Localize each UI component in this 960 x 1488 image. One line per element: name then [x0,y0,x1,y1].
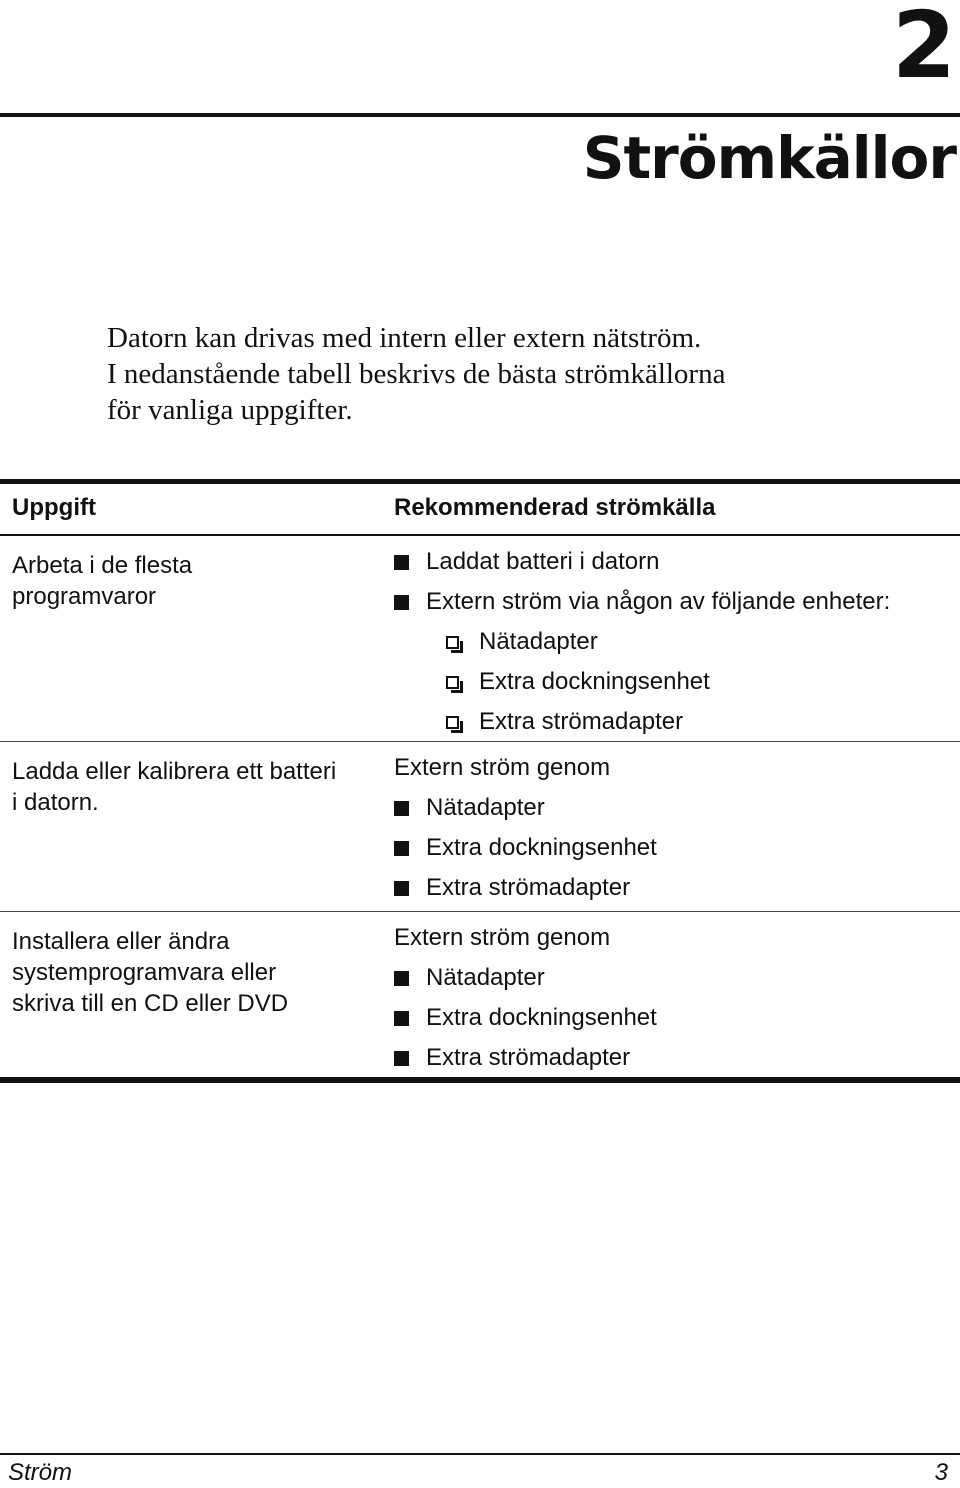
hollow-square-bullet-icon [446,676,459,689]
table-header-row [0,484,960,534]
task-cell [0,912,382,1077]
intro-paragraph [107,320,927,428]
square-bullet-icon [394,1051,409,1066]
source-cell [382,912,960,1077]
square-bullet-icon [394,971,409,986]
task-cell [0,536,382,741]
table-row [0,534,960,741]
list-item-label: Extern ström via någon av följande enheter: [426,588,891,615]
list-item [394,1038,960,1078]
square-bullet-icon [394,555,409,570]
list-item-label: Extra strömadapter [479,708,684,735]
sub-list-item [394,622,960,662]
list-item-label: Extra strömadapter [426,874,631,901]
source-intro: Extern ström genom [394,924,611,951]
sub-list-item [394,662,960,702]
source-intro: Extern ström genom [394,754,611,781]
task-text: systemprogramvara eller [12,959,277,986]
task-text: Arbeta i de flesta [12,552,193,579]
chapter-title: Strömkällor [582,124,956,192]
square-bullet-icon [394,595,409,610]
task-text: Ladda eller kalibrera ett batteri [12,758,337,785]
square-bullet-icon [394,1011,409,1026]
list-item [394,998,960,1038]
list-item-label: Laddat batteri i datorn [426,548,660,575]
task-text: skriva till en CD eller DVD [12,990,289,1017]
chapter-number: 2 [891,0,954,99]
list-item [394,868,960,908]
list-item-label: Nätadapter [426,964,545,991]
square-bullet-icon [394,841,409,856]
square-bullet-icon [394,801,409,816]
list-item [394,582,960,622]
list-item [394,542,960,582]
task-cell [0,742,382,911]
power-source-table [0,479,960,1083]
task-text: programvaror [12,583,157,610]
intro-line: för vanliga uppgifter. [107,394,353,426]
hollow-square-bullet-icon [446,636,459,649]
footer-section-name: Ström [8,1459,73,1486]
list-item [394,788,960,828]
footer-page-number: 3 [934,1459,948,1486]
list-item-label: Extra dockningsenhet [426,1004,657,1031]
list-item-label: Extra strömadapter [426,1044,631,1071]
task-text: Installera eller ändra [12,928,230,955]
intro-line: Datorn kan drivas med intern eller extern nätström. [107,322,702,354]
table-row [0,741,960,911]
list-item-label: Extra dockningsenhet [479,668,710,695]
header-source: Rekommenderad strömkälla [394,494,716,521]
intro-line: I nedanstående tabell beskrivs de bästa strömkällorna [107,358,726,390]
footer-rule [0,1453,960,1455]
list-item-label: Extra dockningsenhet [426,834,657,861]
list-item-label: Nätadapter [426,794,545,821]
source-cell [382,742,960,911]
list-item [394,828,960,868]
table-row [0,911,960,1077]
list-item [394,958,960,998]
header-task: Uppgift [12,494,96,521]
sub-list-item [394,702,960,742]
list-item-label: Nätadapter [479,628,598,655]
chapter-rule [0,113,960,117]
task-text: i datorn. [12,789,99,816]
hollow-square-bullet-icon [446,716,459,729]
source-cell [382,536,960,741]
square-bullet-icon [394,881,409,896]
